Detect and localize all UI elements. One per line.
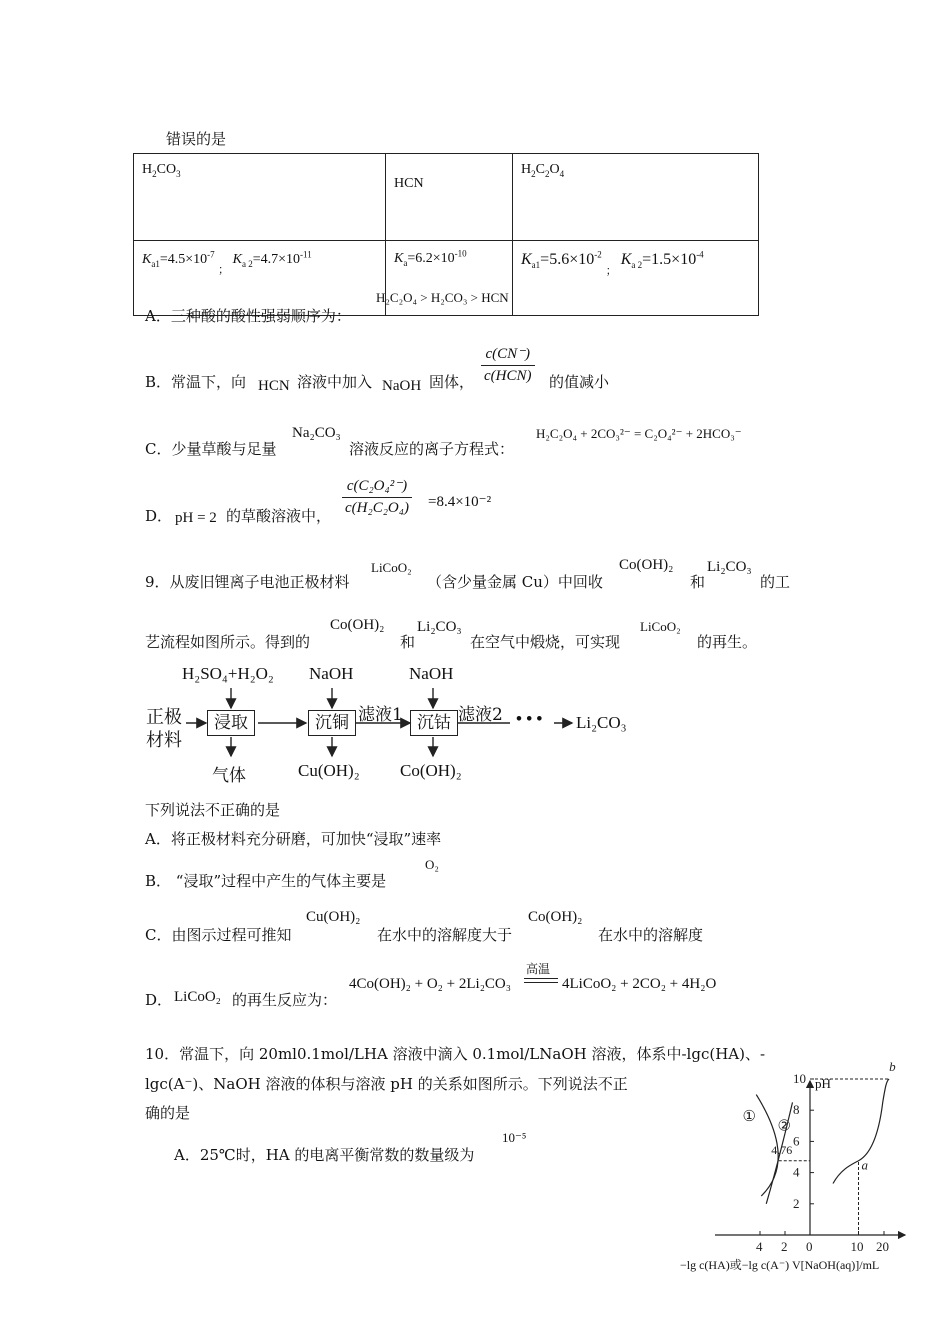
q8-option-c-na2co3: Na₂CO₃	[292, 425, 341, 441]
q8-option-b-text2: 固体，	[429, 373, 475, 391]
q10-line3: 确的是	[145, 1104, 191, 1122]
q9-question: 下列说法不正确的是	[145, 801, 281, 819]
ka1-value: =5.6×10	[540, 251, 595, 268]
q9-li2co3-2: Li₂CO₃	[417, 619, 462, 635]
q10-line2: lgc(A⁻)、NaOH 溶液的体积与溶液 pH 的关系如图所示。下列说法不正	[145, 1075, 628, 1093]
flow-dots: • • •	[516, 709, 543, 728]
y-tick-label: 10	[793, 1071, 806, 1086]
flow-input-acid: H₂SO₄+H₂O₂	[182, 664, 274, 683]
q8-option-c-equation: H₂C₂O₄ + 2CO₃²⁻ = C₂O₄²⁻ + 2HCO₃⁻	[536, 426, 742, 441]
q9-coh-2: Co(OH)₂	[330, 617, 385, 633]
fraction-numerator: c(C₂O₄²⁻)	[346, 478, 408, 494]
ka-symbol: K	[394, 251, 404, 266]
flow-output-gas: 气体	[212, 766, 246, 786]
q8-option-b: B．常温下，向	[145, 373, 247, 391]
q9-line1-d: 的工	[760, 573, 791, 591]
q10-option-a: A．25℃时，HA 的电离平衡常数的数量级为	[174, 1146, 475, 1164]
q9-licoo2: LiCoO₂	[371, 560, 412, 575]
ka1-value: =4.5×10	[159, 252, 208, 267]
q9-line1-b: （含少量金属 Cu）中回收	[427, 573, 603, 591]
ph-chart-svg	[675, 1059, 945, 1275]
x-tick-label: 2	[781, 1239, 788, 1254]
flow-box-leaching: 浸取	[207, 710, 255, 736]
q8-option-b-text: 溶液中加入	[297, 373, 373, 391]
point-label-b: b	[889, 1059, 896, 1075]
fraction-denominator: c(HCN)	[481, 365, 535, 385]
ka1-exp: -2	[594, 249, 602, 260]
flow-box-cobalt: 沉钴	[410, 710, 458, 736]
q8-option-d-fraction	[342, 476, 412, 517]
q8-option-d-ph: pH = 2	[175, 510, 217, 526]
q8-option-c: C．少量草酸与足量	[145, 440, 277, 458]
ka-sub: a	[403, 257, 408, 268]
y-tick-label: 8	[793, 1102, 800, 1118]
ka2-exp: -11	[300, 249, 312, 260]
x-tick-label: 4	[756, 1239, 763, 1254]
ka2-symbol: K	[620, 251, 632, 268]
q8-option-b-fraction	[481, 344, 535, 385]
q9-option-d-eq-left: 4Co(OH)₂ + O₂ + 2Li₂CO₃	[349, 976, 511, 992]
q9-option-c: C．由图示过程可推知	[145, 926, 292, 944]
ka-value: =6.2×10	[407, 251, 455, 266]
x-axis-label: −lg c(HA)或−lg c(A⁻) V[NaOH(aq)]/mL	[680, 1258, 880, 1272]
y-axis-label: pH	[815, 1076, 831, 1091]
q9-option-d-licoo2: LiCoO₂	[174, 989, 221, 1005]
fraction-denominator: c(H₂C₂O₄)	[342, 497, 412, 517]
annotation-476: 4.76	[771, 1142, 793, 1157]
ka1-sub: a1	[151, 258, 160, 269]
flow-filtrate-1: 滤液1	[358, 705, 403, 725]
ka1-symbol: K	[521, 251, 532, 268]
curve-label-2: ②	[777, 1118, 791, 1135]
q9-line2: 艺流程如图所示。得到的	[145, 633, 311, 651]
q9-line1: 9．从废旧锂离子电池正极材料	[145, 573, 350, 591]
y-tick-label: 6	[793, 1133, 800, 1149]
q9-option-b-o2: O₂	[425, 857, 439, 872]
flow-box-copper: 沉铜	[308, 710, 356, 736]
q8-option-d: D．	[145, 507, 173, 525]
intro-text: 错误的是	[166, 130, 227, 148]
q9-option-d: D．	[145, 991, 173, 1009]
separator: ；	[218, 264, 230, 276]
x-tick-label: 0	[806, 1239, 813, 1254]
q8-option-b-text3: 的值减小	[549, 373, 610, 391]
ka2-symbol: K	[232, 252, 242, 267]
flow-input-naoh-1: NaOH	[309, 664, 354, 683]
flow-output-cu: Cu(OH)₂	[298, 761, 360, 780]
equals-line-top	[524, 978, 558, 979]
ka2-sub: a 2	[631, 260, 643, 271]
table-cell-h2c2o4-ka	[513, 241, 759, 316]
x-tick-label: 20	[876, 1239, 889, 1254]
q8-option-b-hcn: HCN	[258, 378, 290, 394]
q8-option-d-value: =8.4×10⁻²	[428, 494, 492, 510]
q9-option-b: B． “浸取”过程中产生的气体主要是	[145, 872, 387, 890]
q9-option-c-cu: Cu(OH)₂	[306, 909, 361, 925]
ka2-value: =4.7×10	[252, 252, 301, 267]
q9-option-d-eq-right: 4LiCoO₂ + 2CO₂ + 4H₂O	[562, 976, 717, 992]
ka1-exp: -7	[207, 249, 215, 260]
q9-option-d-condition: 高温	[526, 962, 551, 976]
q10-option-a-value: 10⁻⁵	[502, 1130, 527, 1145]
y-tick-label: 4	[793, 1164, 800, 1180]
ka2-value: =1.5×10	[642, 251, 697, 268]
q9-line1-c: 和	[690, 573, 706, 591]
ka-exp: -10	[454, 248, 467, 259]
q8-option-b-naoh: NaOH	[382, 378, 422, 394]
q9-option-d-text: 的再生反应为：	[232, 991, 338, 1009]
q9-option-c-co: Co(OH)₂	[528, 909, 583, 925]
q9-li2co3: Li₂CO₃	[707, 559, 752, 575]
q9-line2-b: 和	[400, 633, 416, 651]
x-tick-label: 10	[850, 1239, 864, 1254]
table-header-hcn: HCN	[386, 154, 513, 241]
ka1-symbol: K	[142, 252, 152, 267]
ph-chart	[675, 1059, 945, 1279]
ka2-sub: a 2	[241, 258, 253, 269]
table-header-h2c2o4: $H_2C_2O_4$	[513, 154, 759, 241]
flow-start-line1: 正极	[146, 707, 182, 728]
q8-option-a: A．三种酸的酸性强弱顺序为：	[145, 307, 351, 325]
y-tick-label: 2	[793, 1195, 800, 1211]
flow-filtrate-2: 滤液2	[458, 705, 503, 725]
q9-licoo2-2: LiCoO₂	[640, 619, 681, 634]
q9-line2-d: 的再生。	[697, 633, 758, 651]
q9-option-c-text2: 在水中的溶解度	[598, 926, 704, 944]
separator: ；	[605, 265, 617, 277]
q8-option-c-text: 溶液反应的离子方程式：	[349, 440, 515, 458]
q9-option-c-text: 在水中的溶解度大于	[377, 926, 513, 944]
flow-output-co: Co(OH)₂	[400, 761, 462, 780]
point-label-a: a	[861, 1157, 868, 1173]
q10-line1: 10．常温下，向 20ml0.1mol/LHA 溶液中滴入 0.1mol/LNaOH 溶液，体系中-lgc(HA)、-	[145, 1045, 766, 1063]
ka1-sub: a1	[531, 260, 541, 271]
fraction-numerator: c(CN⁻)	[485, 346, 531, 362]
curve-label-1: ①	[742, 1109, 756, 1126]
flow-start-line2: 材料	[146, 730, 182, 751]
q8-option-a-formula: H₂C₂O₄ > H₂CO₃ > HCN	[376, 290, 509, 305]
q8-option-d-text: 的草酸溶液中，	[226, 507, 332, 525]
flow-product: Li₂CO₃	[576, 713, 627, 732]
equals-line-bottom	[524, 982, 558, 983]
q9-option-a: A．将正极材料充分研磨，可加快“浸取”速率	[145, 830, 442, 848]
ka2-exp: -4	[696, 249, 704, 260]
q9-coh: Co(OH)₂	[619, 557, 674, 573]
q9-line2-c: 在空气中煅烧，可实现	[470, 633, 621, 651]
table-header-h2co3: $H_2CO_3$	[134, 154, 386, 241]
flow-input-naoh-2: NaOH	[409, 664, 454, 683]
